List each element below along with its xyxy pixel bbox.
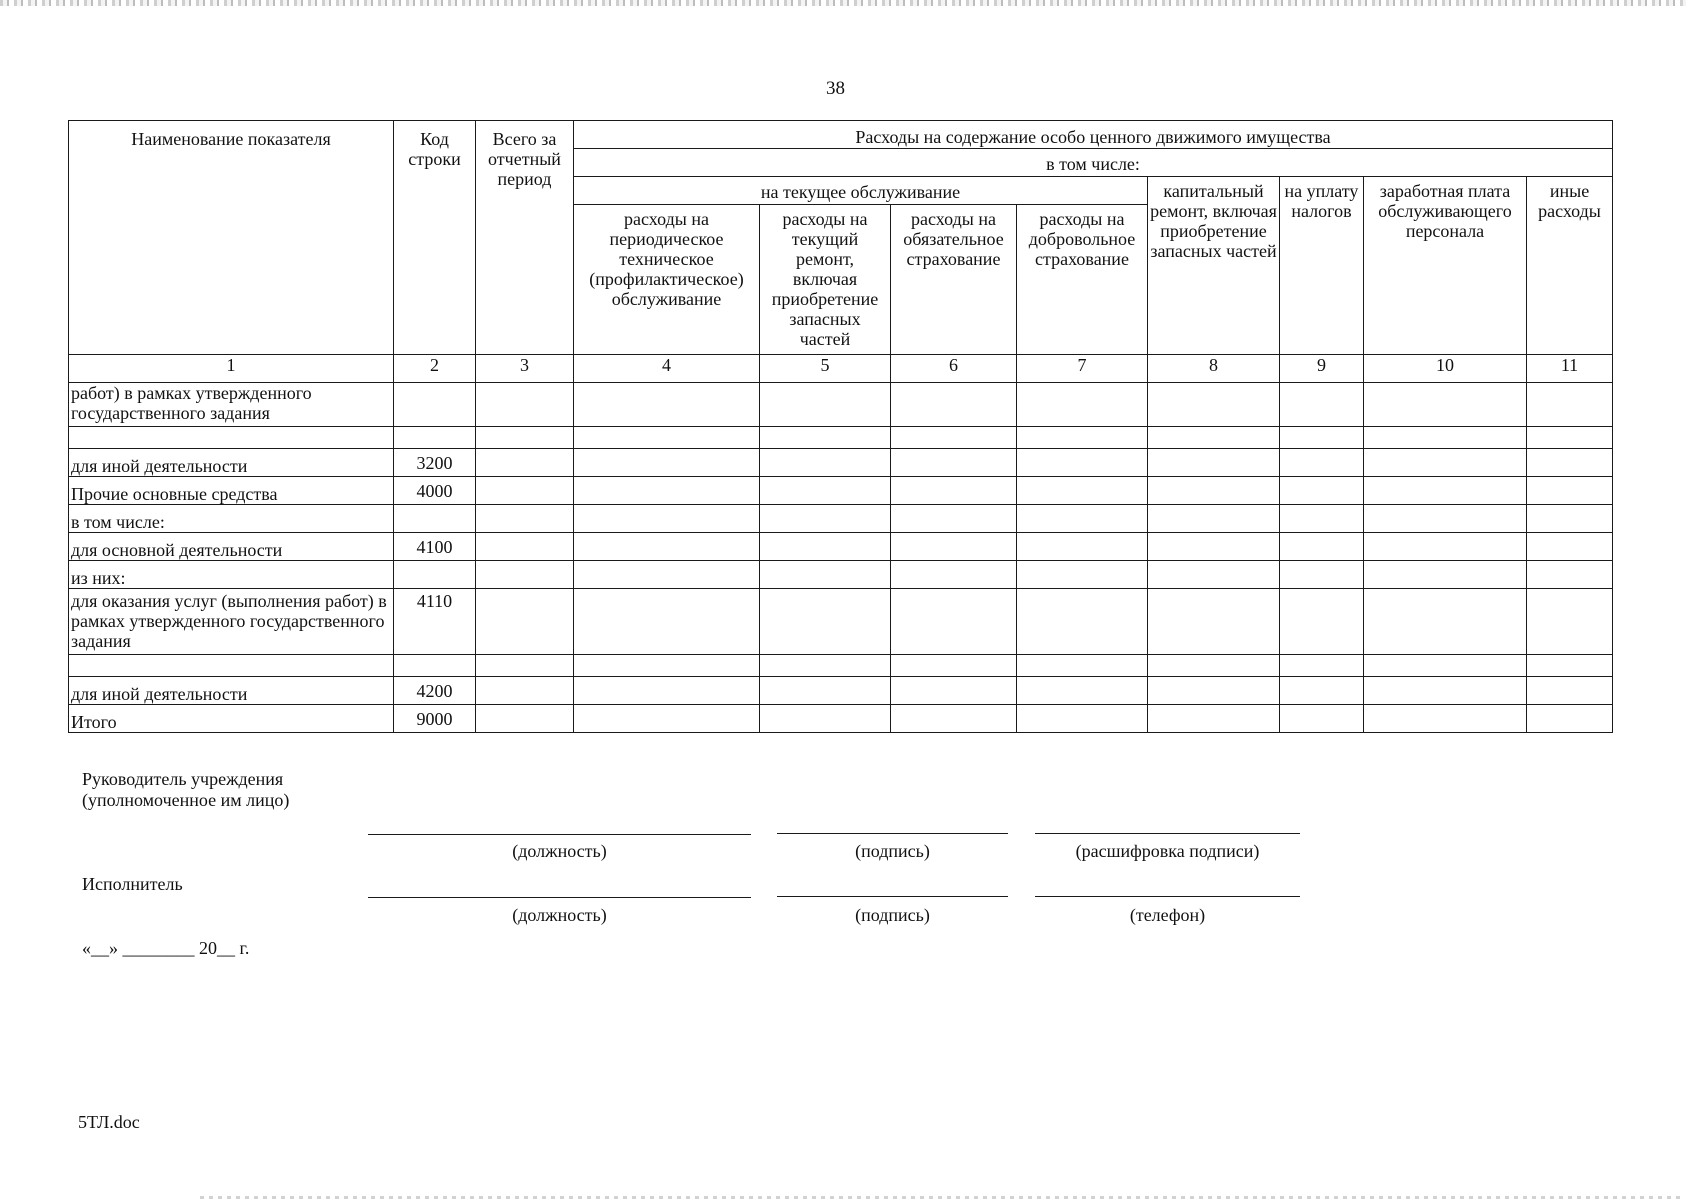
- signature-line-2: [777, 896, 1008, 897]
- position-line-2: [368, 897, 751, 898]
- row-code: 9000: [394, 705, 476, 733]
- signature-caption-2: (подпись): [855, 905, 930, 925]
- table-row: [69, 705, 1613, 733]
- decryption-caption: (расшифровка подписи): [1075, 841, 1260, 861]
- position-line-1: [368, 834, 751, 835]
- column-numbers-row: [69, 355, 1613, 383]
- header-col5: расходы на текущий ремонт, включая приобретение запасных частей: [760, 205, 891, 355]
- table-row: [69, 383, 1613, 427]
- header-including: в том числе:: [574, 149, 1613, 177]
- column-number: 3: [476, 355, 574, 383]
- head-label: Руководитель учреждения (уполномоченное им лицо): [82, 769, 290, 810]
- row-code: 4110: [394, 589, 476, 655]
- header-total: Всего за отчетный период: [476, 121, 574, 355]
- row-code: [394, 427, 476, 449]
- row-name: в том числе:: [69, 505, 394, 533]
- row-code: 4000: [394, 477, 476, 505]
- column-number: 9: [1280, 355, 1364, 383]
- header-col11: иные расходы: [1527, 177, 1613, 355]
- expenses-table: [68, 120, 1613, 733]
- row-name: Итого: [69, 705, 394, 733]
- header-expenses-group: Расходы на содержание особо ценного движимого имущества: [574, 121, 1613, 149]
- executor-label: Исполнитель: [82, 874, 183, 894]
- scan-edge-top: [0, 0, 1686, 6]
- header-col8: капитальный ремонт, включая приобретение запасных частей: [1148, 177, 1280, 355]
- column-number: 8: [1148, 355, 1280, 383]
- row-code: 4100: [394, 533, 476, 561]
- column-number: 2: [394, 355, 476, 383]
- row-name: для оказания услуг (выполнения работ) в рамках утвержденного государственного задания: [69, 589, 394, 655]
- row-code: [394, 561, 476, 589]
- table-row: [69, 655, 1613, 677]
- row-code: [394, 383, 476, 427]
- decryption-line: [1035, 833, 1300, 834]
- signature-line-1: [777, 833, 1008, 834]
- row-name: работ) в рамках утвержденного государственного задания: [69, 383, 394, 427]
- column-number: 11: [1527, 355, 1613, 383]
- phone-line: [1035, 896, 1300, 897]
- header-current-service: на текущее обслуживание: [574, 177, 1148, 205]
- header-col9: на уплату налогов: [1280, 177, 1364, 355]
- column-number: 4: [574, 355, 760, 383]
- signature-caption-1: (подпись): [855, 841, 930, 861]
- header-col6: расходы на обязательное страхование: [891, 205, 1017, 355]
- table-row: [69, 589, 1613, 655]
- table-row: [69, 561, 1613, 589]
- table-row: [69, 449, 1613, 477]
- scan-edge-bottom: [200, 1196, 1680, 1199]
- row-name: [69, 427, 394, 449]
- header-name: Наименование показателя: [69, 121, 394, 355]
- row-code: [394, 505, 476, 533]
- position-caption-2: (должность): [512, 905, 607, 925]
- table-row: [69, 505, 1613, 533]
- column-number: 1: [69, 355, 394, 383]
- header-col7: расходы на добровольное страхование: [1017, 205, 1148, 355]
- row-name: Прочие основные средства: [69, 477, 394, 505]
- row-code: [394, 655, 476, 677]
- header-col10: заработная плата обслуживающего персонала: [1364, 177, 1527, 355]
- row-name: [69, 655, 394, 677]
- table-row: [69, 427, 1613, 449]
- page-number: 38: [826, 78, 845, 99]
- column-number: 10: [1364, 355, 1527, 383]
- table-row: [69, 533, 1613, 561]
- row-code: 3200: [394, 449, 476, 477]
- row-code: 4200: [394, 677, 476, 705]
- header-code: Код строки: [394, 121, 476, 355]
- phone-caption: (телефон): [1129, 905, 1206, 925]
- table-row: [69, 677, 1613, 705]
- row-name: для иной деятельности: [69, 677, 394, 705]
- footer-filename: 5ТЛ.doc: [78, 1112, 140, 1132]
- column-number: 7: [1017, 355, 1148, 383]
- date-line: «__» ________ 20__ г.: [82, 938, 250, 958]
- header-row-1: [69, 121, 1613, 149]
- column-number: 5: [760, 355, 891, 383]
- column-number: 6: [891, 355, 1017, 383]
- row-name: из них:: [69, 561, 394, 589]
- header-col4: расходы на периодическое техническое (профилактическое) обслуживание: [574, 205, 760, 355]
- row-name: для иной деятельности: [69, 449, 394, 477]
- table-row: [69, 477, 1613, 505]
- position-caption-1: (должность): [512, 841, 607, 861]
- row-name: для основной деятельности: [69, 533, 394, 561]
